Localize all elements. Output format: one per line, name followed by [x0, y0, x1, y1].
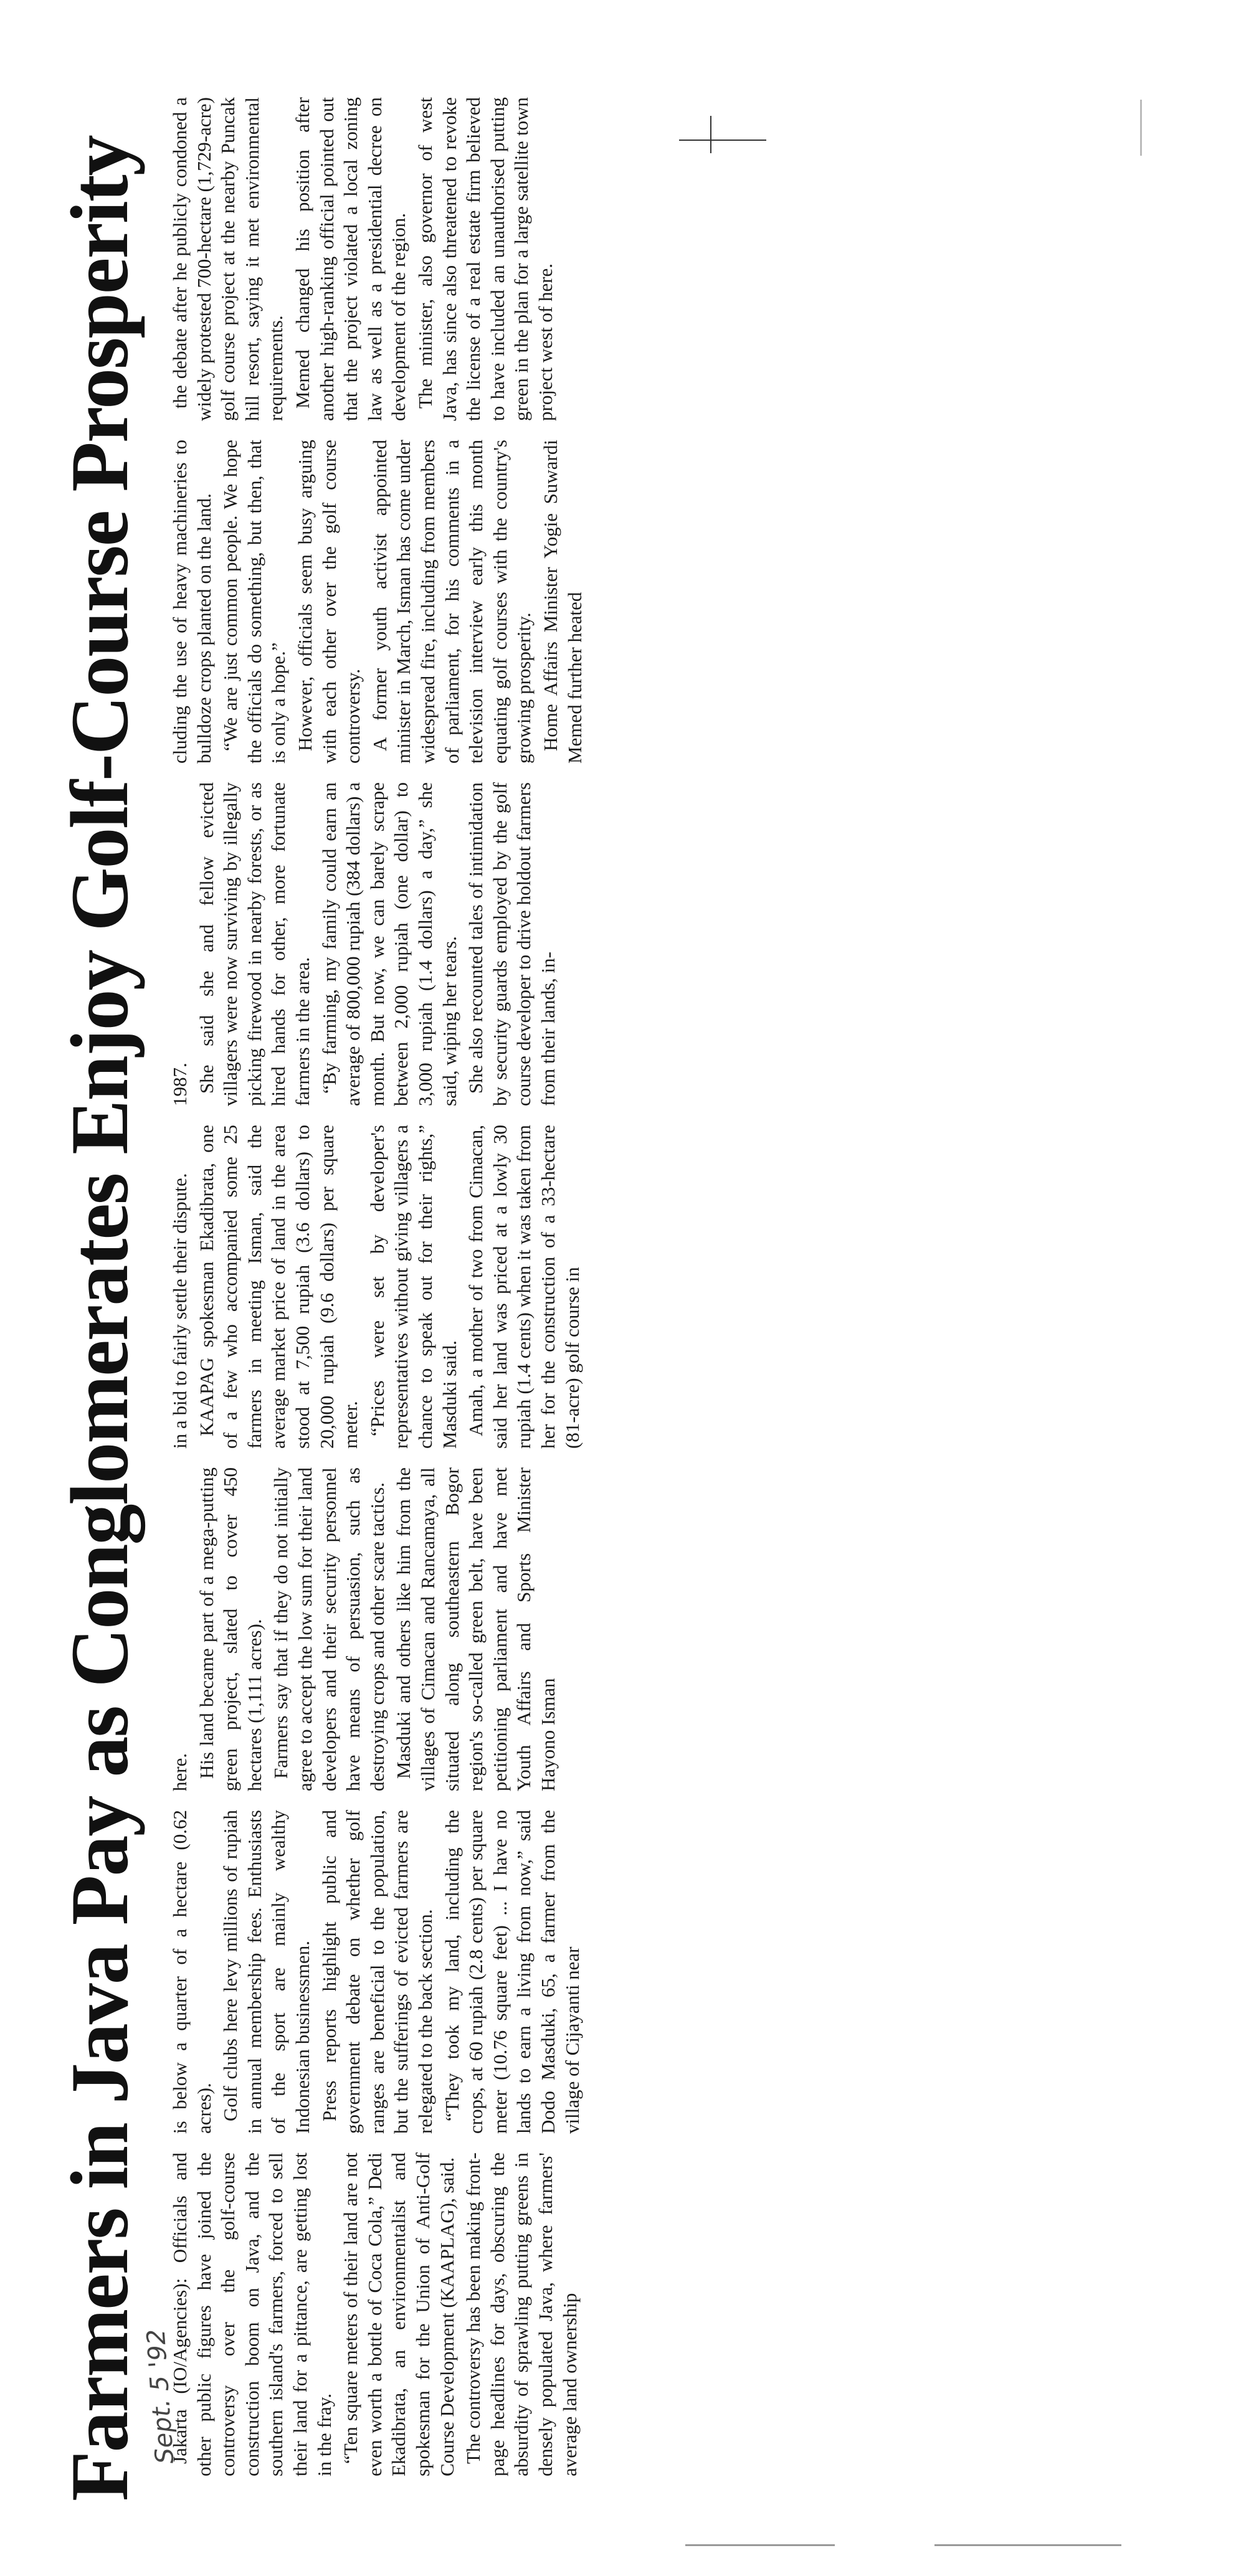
scan-artifact-line	[934, 2544, 1121, 2546]
paragraph: “By farming, my family could earn an average of 800,000 rupiah (384 dollars) a month. But now, we can barely scrape between 2,000 rupiah (one dollar) to 3,000 rupiah (1.4 dollars) a day,” she said, wiping her tears.	[318, 782, 460, 1106]
paragraph: However, officials seem busy arguing with each other over the golf course controversy.	[293, 440, 364, 764]
paragraph: Memed changed his position after another high-ranking official pointed out that the project violated a local zoning law as well as a presidential decree on development of the region.	[291, 97, 410, 421]
paragraph: “Prices were set by developer's representatives without giving villagers a chance to speak out for their rights,” Masduki said.	[366, 1125, 460, 1449]
paragraph: She also recounted tales of intimidation by security guards employed by the golf course developer to drive holdout farmers from their lands, in-	[465, 782, 559, 1106]
paragraph: She said she and fellow evicted villagers were now surviving by illegally picking firewood in nearby forests, or as hired hands for other, more fortunate farmers in the area.	[195, 782, 313, 1106]
paragraph: The minister, also governor of west Java, has since also threatened to revoke the license of a real estate firm believed to have included an unauthorised putting green in the plan for a large satellite town project west of here.	[414, 97, 556, 421]
article-column-2	[168, 1810, 1177, 2134]
paragraph: “Ten square meters of their land are not even worth a bottle of Coca Cola,” Dedi Ekadibrata, an environmentalist and spokesman for the Union of Anti-Golf Course Development (KAAPLAG), said.	[340, 2152, 458, 2476]
article-column-4	[168, 1125, 1177, 1449]
article-column-6	[168, 440, 1177, 764]
paragraph: Golf clubs here levy millions of rupiah in annual membership fees. Enthusiasts of the sport are mainly wealthy Indonesian businessmen.	[219, 1810, 313, 2134]
handwritten-date-note: Sept. 5 '92	[141, 2328, 180, 2465]
paragraph: “We are just common people. We hope the officials do something, but then, that is only a hope.”	[219, 440, 290, 764]
paragraph: Home Affairs Minister Yogie Suwardi Memed further heated	[539, 440, 586, 764]
scan-artifact-mark	[1140, 100, 1142, 156]
paragraph: cluding the use of heavy machineries to bulldoze crops planted on the land.	[169, 440, 215, 764]
article-column-3	[168, 1467, 1177, 1791]
paragraph: Masduki and others like him from the villages of Cimacan and Rancamaya, all situated along southeastern Bogor region's so-called green belt, have been petitioning parliament and have met Youth Affairs and Sports Minister Hayono Isman	[392, 1467, 559, 1791]
scan-artifact-line	[685, 2544, 835, 2546]
column-divider-tick	[710, 116, 711, 153]
article-column-5	[168, 782, 1177, 1106]
column-divider-rule	[679, 140, 766, 141]
paragraph: the debate after he publicly condoned a widely protested 700-hectare (1,729-acre) golf course project at the nearby Puncak hill resort, saying it met environmental requirements.	[169, 97, 287, 421]
paragraph: is below a quarter of a hectare (0.62 acres).	[169, 1810, 215, 2134]
paragraph: Jakarta (IO/Agencies): Officials and other public figures have joined the controversy over the golf-course construction boom on Java, and the southern island's farmers, forced to sell their land for a pittance, are getting lost in the fray.	[169, 2152, 335, 2476]
paragraph: in a bid to fairly settle their dispute.	[169, 1173, 191, 1449]
paragraph: A former youth activist appointed minister in March, Isman has come under widespread fire, including from members of parliament, for his comments in a television interview early this month equating golf courses with the country's growing prosperity.	[368, 440, 535, 764]
paragraph: The controversy has been making front-page headlines for days, obscuring the absurdity of sprawling putting greens in densely populated Java, where farmers' average land ownership	[462, 2152, 581, 2476]
paragraph: Amah, a mother of two from Cimacan, said her land was priced at a lowly 30 rupiah (1.4 cents) when it was taken from her for the construction of a 33-hectare (81-acre) golf course in	[465, 1125, 583, 1449]
paragraph: Press reports highlight public and government debate on whether golf ranges are beneficial to the population, but the sufferings of evicted farmers are relegated to the back section.	[318, 1810, 436, 2134]
newspaper-clipping	[25, 10, 1209, 2501]
headline: Farmers in Java Pay as Conglomerates Enjoy Golf-Course Prosperity	[54, 136, 145, 2501]
article-column-7	[168, 97, 1177, 421]
paragraph: Farmers say that if they do not initially agree to accept the low sum for their land developers and their security personnel have means of persuasion, such as destroying crops and other scare tactics.	[270, 1467, 388, 1791]
paragraph: His land became part of a mega-putting green project, slated to cover 450 hectares (1,111 acres).	[195, 1467, 265, 1791]
paragraph: KAAPAG spokesman Ekadibrata, one of a few who accompanied some 25 farmers in meeting Isman, said the average market price of land in the area stood at 7,500 rupiah (3.6 dollars) to 20,000 rupiah (9.6 dollars) per square meter.	[195, 1125, 362, 1449]
paragraph: here.	[169, 1753, 191, 1791]
paragraph: “They took my land, including the crops, at 60 rupiah (2.8 cents) per square meter (10.76 square feet) ... I have no lands to earn a living from now,” said Dodo Masduki, 65, a farmer from the village of Cijayanti near	[440, 1810, 583, 2134]
paragraph: 1987.	[169, 1063, 191, 1106]
article-column-1	[168, 2152, 1177, 2476]
